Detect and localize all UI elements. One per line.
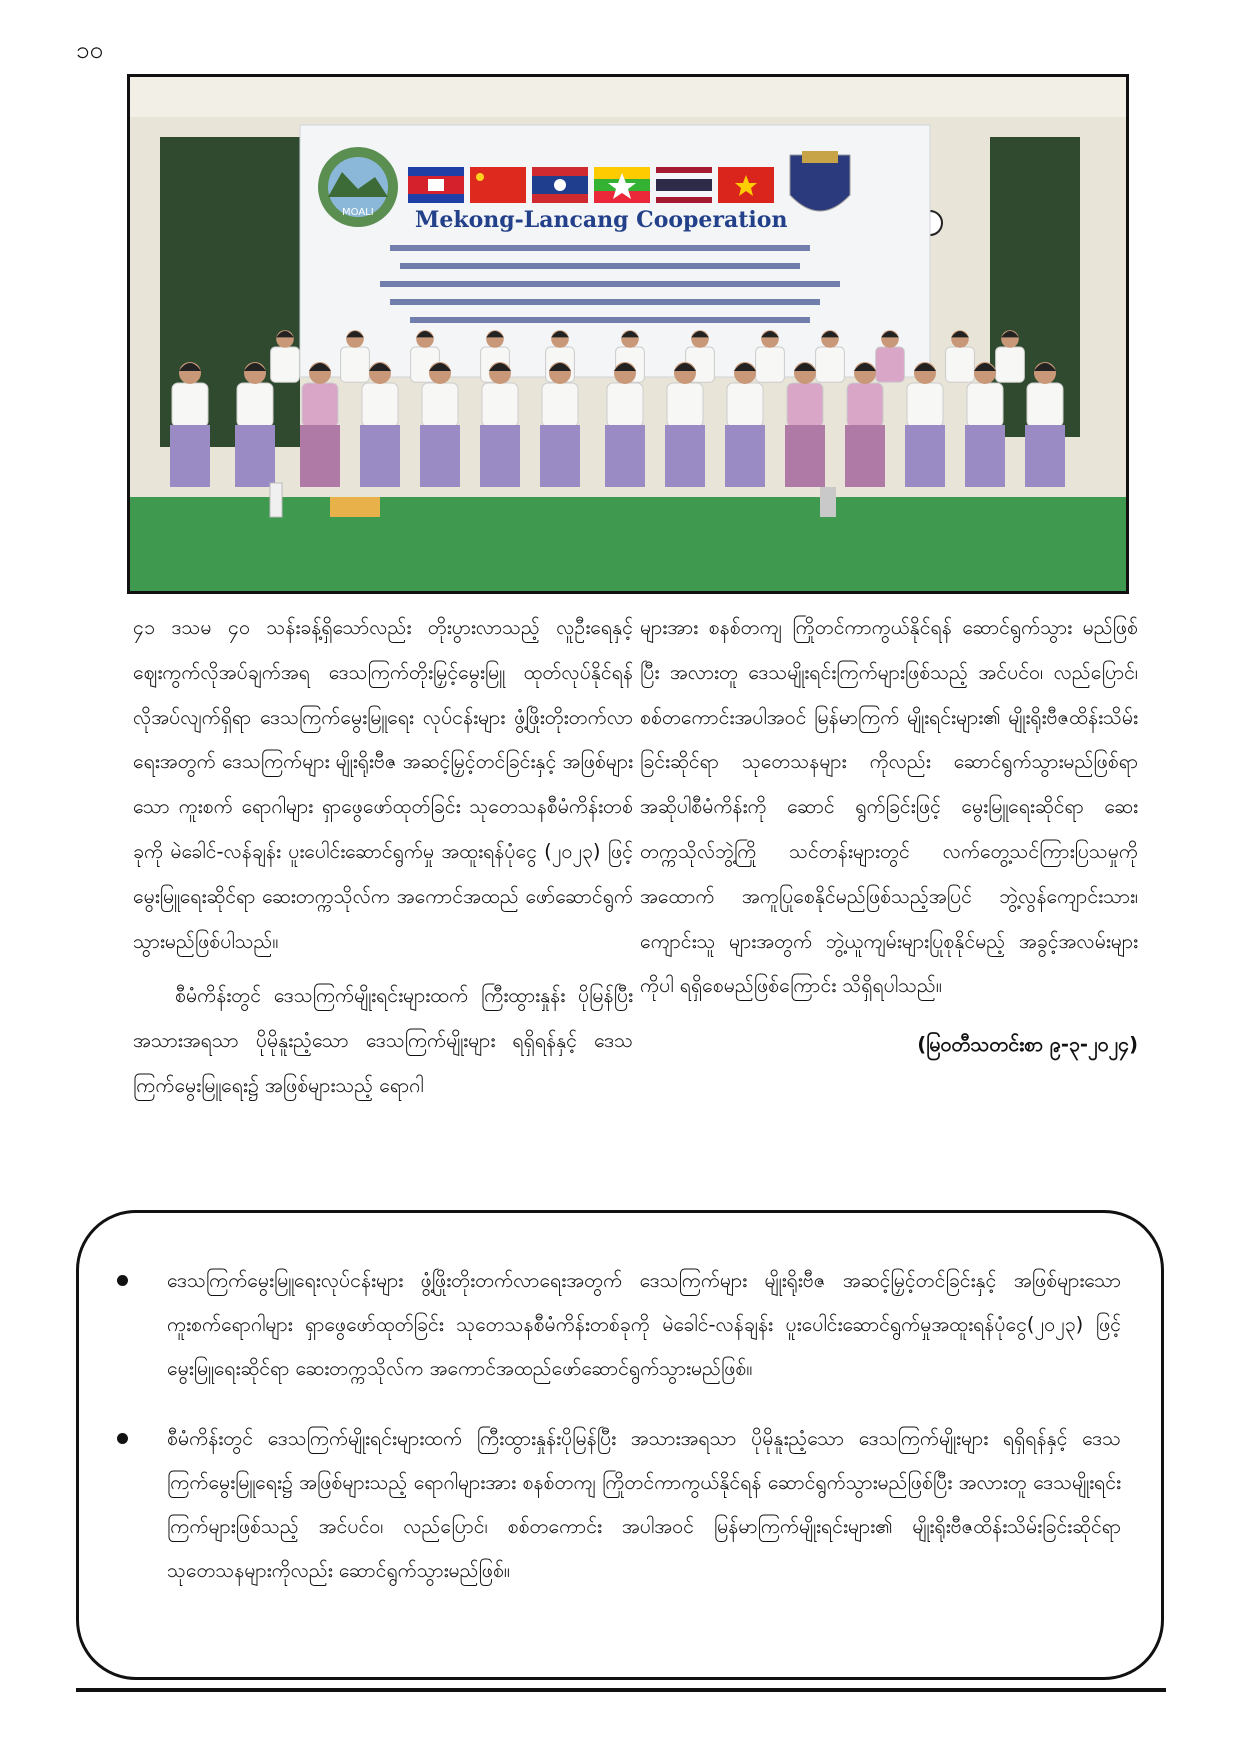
article-paragraph-2: စီမံကိန်းတွင် ဒေသကြက်မျိုးရင်းများထက် ကြီးထွားနှုန်း ပိုမြန်ပြီး အသားအရသာ ပိုမိုနူးညံ့သော ဒေသကြက်မျိုးများ ရရှိရန်နှင့် ဒေသကြက်မွေးမြူရေး၌ အဖြစ်များသည့် ရောဂါ — [133, 984, 633, 1097]
group-photo — [127, 74, 1129, 594]
summary-bullet-1 — [139, 1259, 1121, 1391]
moali-logo-text: MOALI — [342, 207, 374, 218]
university-logo — [790, 155, 850, 211]
page-number: ၁၀ — [76, 36, 103, 64]
article-paragraph-1: ၄၁ ဒသမ ၄၀ သန်းခန့်ရှိသော်လည်း တိုးပွားလာသည့် လူဦးရေနှင့် ဈေးကွက်လိုအပ်ချက်အရ ဒေသကြက်တိုးမြှင့်မွေးမြူ ထုတ်လုပ်နိုင်ရန် လိုအပ်လျက်ရှိရာ ဒေသကြက်မွေးမြူရေး လုပ်ငန်းများ ဖွံ့ဖြိုးတိုးတက်လာရေးအတွက် ဒေသကြက်များ မျိုးရိုးဗီဇ အဆင့်မြှင့်တင်ခြင်းနှင့် အဖြစ်များသော ကူးစက် ရောဂါများ ရှာဖွေဖော်ထုတ်ခြင်း သုတေသနစီမံကိန်းတစ်ခုကို မဲခေါင်-လန်ချန်း ပူးပေါင်းဆောင်ရွက်မှု အထူးရန်ပုံငွေ (၂၀၂၃) ဖြင့် မွေးမြူရေးဆိုင်ရာ ဆေးတက္ကသိုလ်က အကောင်အထည် ဖော်ဆောင်ရွက်သွားမည်ဖြစ်ပါသည်။ — [133, 616, 633, 953]
article-left-column — [133, 606, 633, 1109]
banner-title: Mekong-Lancang Cooperation — [415, 207, 788, 233]
bullet-icon — [117, 1275, 128, 1286]
summary-list — [139, 1259, 1121, 1593]
summary-bullet-2-text: စီမံကိန်းတွင် ဒေသကြက်မျိုးရင်းများထက် ကြီးထွားနှုန်းပိုမြန်ပြီး အသားအရသာ ပိုမိုနူးညံ့သော ဒေသကြက်မျိုးများ ရရှိရန်နှင့် ဒေသကြက်မွေးမြူရေး၌ အဖြစ်များသည့် ရောဂါများအား စနစ်တကျ ကြိုတင်ကာကွယ်နိုင်ရန် ဆောင်ရွက်သွားမည်ဖြစ်ပြီး အလားတူ ဒေသမျိုးရင်းကြက်များဖြစ်သည့် အင်ပင်ဝ၊ လည်ပြောင်၊ စစ်တကောင်း အပါအဝင် မြန်မာကြက်မျိုးရင်းများ၏ မျိုးရိုးဗီဇထိန်းသိမ်းခြင်းဆိုင်ရာ သုတေသနများကိုလည်း ဆောင်ရွက်သွားမည်ဖြစ်။ — [167, 1427, 1121, 1582]
laos-flag — [532, 167, 588, 203]
article-source: (မြဝတီသတင်းစာ ၉-၃-၂၀၂၄) — [917, 1033, 1138, 1057]
myanmar-flag — [594, 167, 650, 203]
bottom-rule — [76, 1688, 1166, 1692]
article-paragraph-3: များအား စနစ်တကျ ကြိုတင်ကာကွယ်နိုင်ရန် ဆောင်ရွက်သွား မည်ဖြစ်ပြီး အလားတူ ဒေသမျိုးရင်းကြက်များဖြစ်သည့် အင်ပင်ဝ၊ လည်ပြောင်၊ စစ်တကောင်းအပါအဝင် မြန်မာကြက် မျိုးရင်းများ၏ မျိုးရိုးဗီဇထိန်းသိမ်းခြင်းဆိုင်ရာ သုတေသနများ ကိုလည်း ဆောင်ရွက်သွားမည်ဖြစ်ရာ အဆိုပါစီမံကိန်းကို ဆောင် ရွက်ခြင်းဖြင့် မွေးမြူရေးဆိုင်ရာ ဆေးတက္ကသိုလ်ဘွဲ့ကြို သင်တန်းများတွင် လက်တွေ့သင်ကြားပြသမှုကို အထောက် အကူပြုစေနိုင်မည်ဖြစ်သည့်အပြင် ဘွဲ့လွန်ကျောင်းသား၊ ကျောင်းသူ များအတွက် ဘွဲ့ယူကျမ်းများပြုစုနိုင်မည့် အခွင့်အလမ်းများ ကိုပါ ရရှိစေမည်ဖြစ်ကြောင်း သိရှိရပါသည်။ — [640, 616, 1138, 998]
article-right-column — [640, 606, 1138, 1068]
thailand-flag — [656, 167, 712, 203]
summary-bullet-2 — [139, 1417, 1121, 1593]
cambodia-flag — [408, 167, 464, 203]
summary-bullet-1-text: ဒေသကြက်မွေးမြူရေးလုပ်ငန်းများ ဖွံ့ဖြိုးတိုးတက်လာရေးအတွက် ဒေသကြက်များ မျိုးရိုးဗီဇ အဆင့်မြှင့်တင်ခြင်းနှင့် အဖြစ်များသော ကူးစက်ရောဂါများ ရှာဖွေဖော်ထုတ်ခြင်း သုတေသနစီမံကိန်းတစ်ခုကို မဲခေါင်-လန်ချန်း ပူးပေါင်းဆောင်ရွက်မှုအထူးရန်ပုံငွေ(၂၀၂၃) ဖြင့် မွေးမြူရေးဆိုင်ရာ ဆေးတက္ကသိုလ်က အကောင်အထည်ဖော်ဆောင်ရွက်သွားမည်ဖြစ်။ — [167, 1269, 1121, 1380]
bullet-icon — [117, 1433, 128, 1444]
vietnam-flag — [718, 167, 774, 203]
china-flag — [470, 167, 526, 203]
summary-box — [76, 1210, 1164, 1680]
